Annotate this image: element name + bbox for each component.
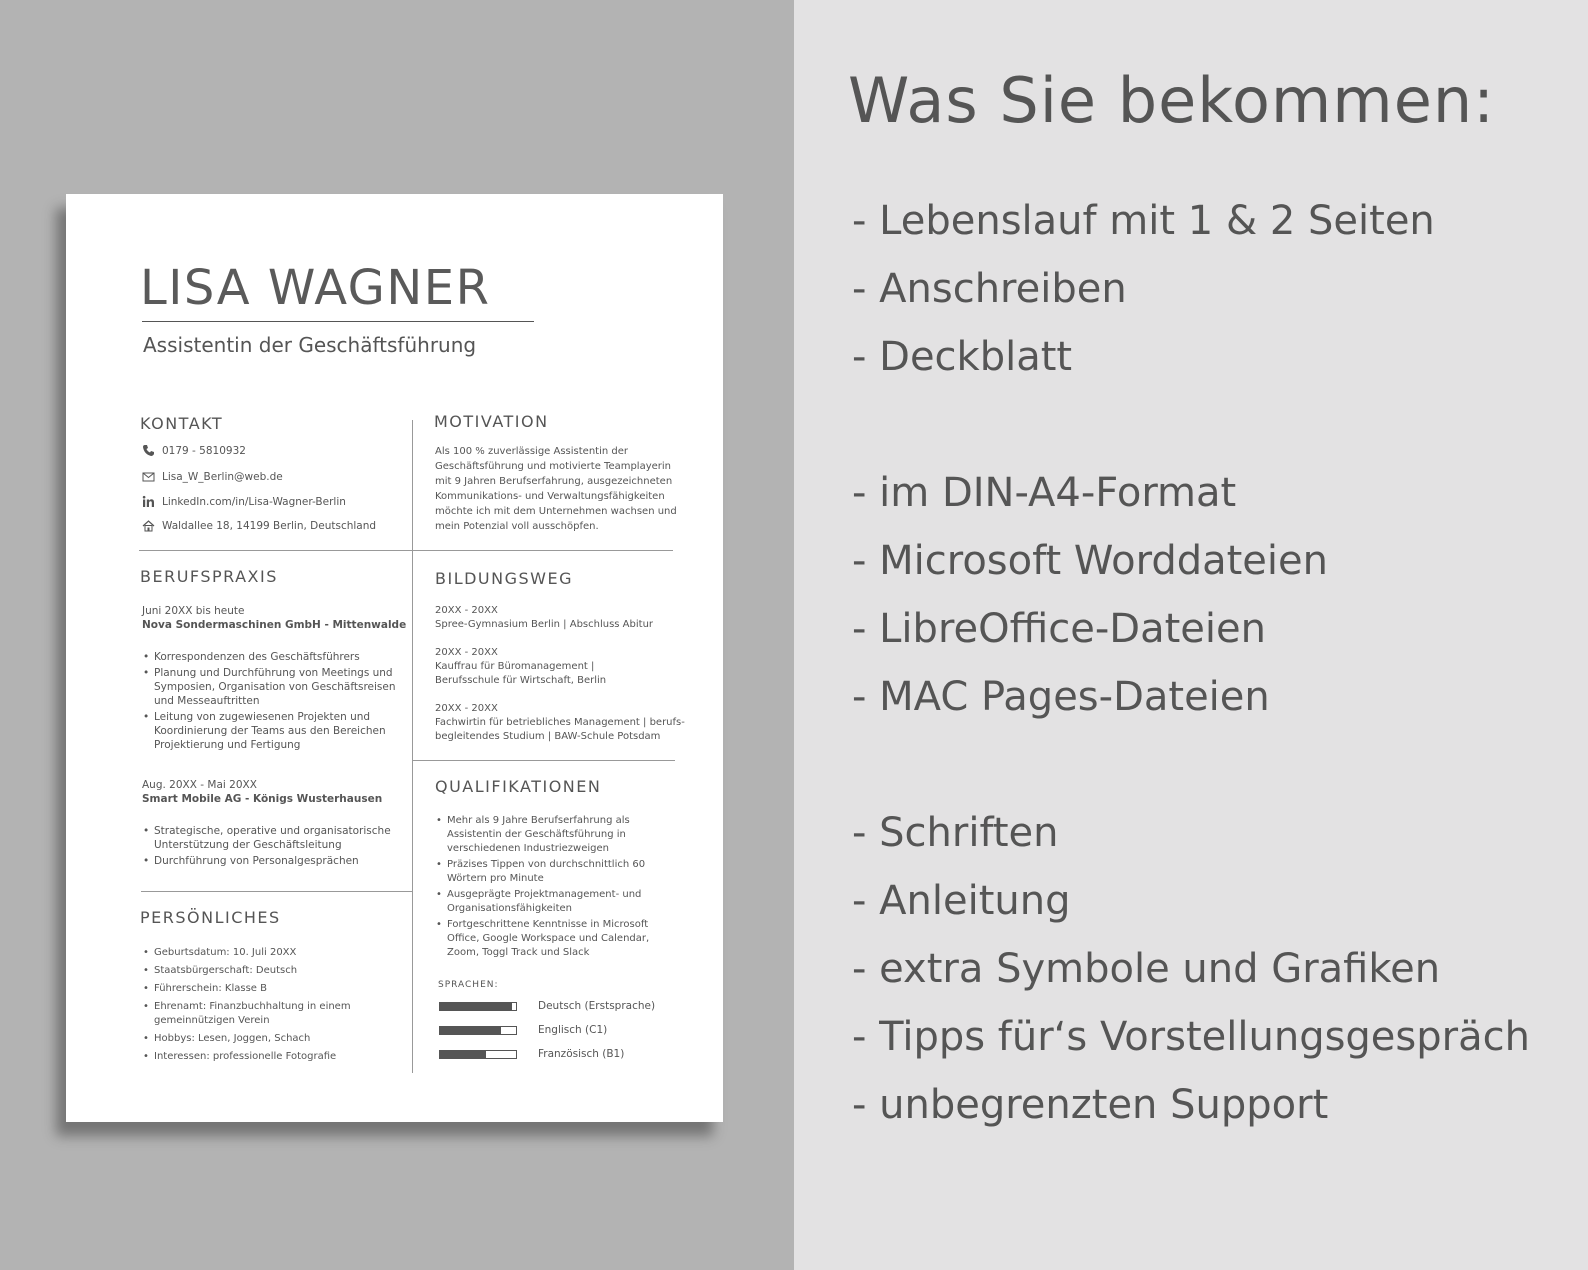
address-text: Waldallee 18, 14199 Berlin, Deutschland bbox=[162, 519, 377, 532]
row-divider-1 bbox=[139, 550, 673, 551]
resume-page bbox=[66, 194, 723, 1122]
motivation-title: MOTIVATION bbox=[434, 412, 549, 431]
job1-period: Juni 20XX bis heute bbox=[142, 605, 245, 617]
language-bar-fill bbox=[440, 1027, 501, 1034]
list-item: • Präzises Tippen von durchschnittlich 60 Wörtern pro Minute bbox=[435, 858, 679, 886]
feature-item: - Anschreiben bbox=[852, 266, 1127, 312]
education-school: Spree-Gymnasium Berlin | Abschluss Abitur bbox=[435, 619, 654, 630]
feature-item: - Lebenslauf mit 1 & 2 Seiten bbox=[852, 198, 1435, 244]
promo-headline: Was Sie bekommen: bbox=[848, 64, 1496, 137]
motivation-line: mein Potenzial voll ausschöpfen. bbox=[435, 521, 599, 532]
email-text: Lisa_W_Berlin@web.de bbox=[162, 470, 283, 483]
contact-phone bbox=[142, 444, 246, 457]
contact-address bbox=[142, 519, 376, 532]
qualifikationen-title: QUALIFIKATIONEN bbox=[435, 777, 602, 796]
list-item: • Planung und Durchführung von Meetings und Symposien, Organisation von Geschäftsreisen und Messeauftritten bbox=[142, 666, 400, 708]
feature-item: - Deckblatt bbox=[852, 334, 1073, 380]
language-bar-fill bbox=[440, 1051, 486, 1058]
linkedin-text: LinkedIn.com/in/Lisa-Wagner-Berlin bbox=[162, 495, 346, 508]
education-period: 20XX - 20XX bbox=[435, 647, 498, 658]
name-divider bbox=[142, 321, 534, 322]
feature-item: - MAC Pages-Dateien bbox=[852, 674, 1270, 720]
language-label: Französisch (B1) bbox=[538, 1048, 625, 1060]
language-bar-englisch bbox=[439, 1026, 517, 1035]
list-item: • Ehrenamt: Finanzbuchhaltung in einem gemeinnützigen Verein bbox=[142, 1000, 372, 1028]
linkedin-icon bbox=[142, 495, 155, 508]
job2-company: Smart Mobile AG - Königs Wusterhausen bbox=[142, 793, 383, 805]
job1-bullets bbox=[142, 650, 400, 754]
motivation-line: möchte ich mit dem Unternehmen wachsen und bbox=[435, 506, 677, 517]
list-item: • Führerschein: Klasse B bbox=[142, 982, 372, 996]
language-label: Englisch (C1) bbox=[538, 1024, 608, 1036]
list-item: • Ausgeprägte Projektmanagement- und Organisationsfähigkeiten bbox=[435, 888, 679, 916]
job2-period: Aug. 20XX - Mai 20XX bbox=[142, 779, 257, 791]
personal-list bbox=[142, 946, 372, 1068]
feature-item: - Anleitung bbox=[852, 878, 1071, 924]
education-school: Kauffrau für Büromanagement | bbox=[435, 661, 595, 672]
education-school: Berufsschule für Wirtschaft, Berlin bbox=[435, 675, 607, 686]
list-item: • Staatsbürgerschaft: Deutsch bbox=[142, 964, 372, 978]
column-divider bbox=[412, 420, 413, 1073]
job2-bullets bbox=[142, 824, 400, 870]
contact-linkedin bbox=[142, 495, 346, 508]
contact-email bbox=[142, 470, 283, 483]
list-item: • Durchführung von Personalgesprächen bbox=[142, 854, 400, 868]
phone-text: 0179 - 5810932 bbox=[162, 444, 246, 457]
sprachen-title: SPRACHEN: bbox=[438, 980, 499, 990]
resume-subtitle: Assistentin der Geschäftsführung bbox=[143, 333, 477, 357]
feature-item: - extra Symbole und Grafiken bbox=[852, 946, 1441, 992]
language-bar-deutsch bbox=[439, 1002, 517, 1011]
feature-item: - im DIN-A4-Format bbox=[852, 470, 1237, 516]
motivation-text bbox=[435, 444, 685, 534]
berufspraxis-title: BERUFSPRAXIS bbox=[140, 567, 278, 586]
education-school: begleitendes Studium | BAW-Schule Potsdam bbox=[435, 731, 661, 742]
language-bar-fill bbox=[440, 1003, 512, 1010]
list-item: • Interessen: professionelle Fotografie bbox=[142, 1050, 372, 1064]
education-period: 20XX - 20XX bbox=[435, 605, 498, 616]
motivation-line: Geschäftsführung und motivierte Teamplayerin bbox=[435, 461, 672, 472]
mail-icon bbox=[142, 470, 155, 483]
list-item: • Fortgeschrittene Kenntnisse in Microsoft Office, Google Workspace und Calendar, Zoom, Toggl Track und Slack bbox=[435, 918, 679, 960]
job1-company: Nova Sondermaschinen GmbH - Mittenwalde bbox=[142, 619, 407, 631]
education-entry bbox=[435, 646, 606, 688]
list-item: • Strategische, operative und organisatorische Unterstützung der Geschäftsleitung bbox=[142, 824, 400, 852]
motivation-line: mit 9 Jahren Berufserfahrung, ausgezeichneten bbox=[435, 476, 673, 487]
list-item: • Korrespondenzen des Geschäftsführers bbox=[142, 650, 400, 664]
feature-item: - Tipps für‘s Vorstellungsgespräch bbox=[852, 1014, 1530, 1060]
education-school: Fachwirtin für betriebliches Management | berufs- bbox=[435, 717, 685, 728]
phone-icon bbox=[142, 444, 155, 457]
language-bar-franzoesisch bbox=[439, 1050, 517, 1059]
feature-item: - LibreOffice-Dateien bbox=[852, 606, 1266, 652]
motivation-line: Kommunikations- und Verwaltungsfähigkeiten bbox=[435, 491, 665, 502]
language-label: Deutsch (Erstsprache) bbox=[538, 1000, 656, 1012]
education-period: 20XX - 20XX bbox=[435, 703, 498, 714]
feature-item: - Microsoft Worddateien bbox=[852, 538, 1328, 584]
house-icon bbox=[142, 519, 155, 532]
list-item: • Geburtsdatum: 10. Juli 20XX bbox=[142, 946, 372, 960]
row-divider-right bbox=[412, 760, 675, 761]
education-entry bbox=[435, 604, 653, 632]
list-item: • Leitung von zugewiesenen Projekten und Koordinierung der Teams aus den Bereichen Projektierung und Fertigung bbox=[142, 710, 400, 752]
qualifications-list bbox=[435, 814, 679, 962]
feature-item: - Schriften bbox=[852, 810, 1059, 856]
list-item: • Hobbys: Lesen, Joggen, Schach bbox=[142, 1032, 372, 1046]
bildungsweg-title: BILDUNGSWEG bbox=[435, 569, 573, 588]
kontakt-title: KONTAKT bbox=[140, 414, 224, 433]
list-item: • Mehr als 9 Jahre Berufserfahrung als Assistentin der Geschäftsführung in verschiedenen Industriezweigen bbox=[435, 814, 679, 856]
feature-item: - unbegrenzten Support bbox=[852, 1082, 1329, 1128]
resume-name: LISA WAGNER bbox=[140, 260, 491, 316]
row-divider-left bbox=[141, 891, 413, 892]
persoenliches-title: PERSÖNLICHES bbox=[140, 908, 281, 927]
education-entry bbox=[435, 702, 685, 744]
motivation-line: Als 100 % zuverlässige Assistentin der bbox=[435, 446, 628, 457]
